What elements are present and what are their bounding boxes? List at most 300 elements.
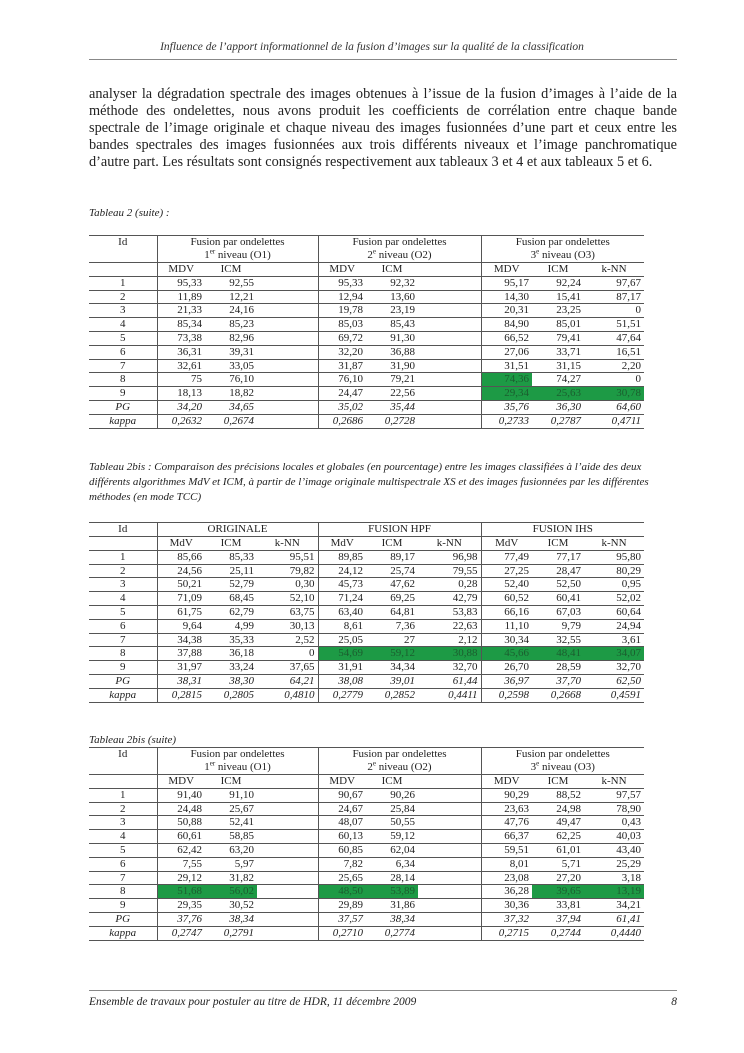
- value-cell: 31,90: [366, 359, 418, 373]
- level-number: 3: [530, 249, 537, 261]
- value-cell: 0,30: [257, 578, 318, 592]
- table-row: [89, 830, 644, 844]
- value-cell: 34,65: [205, 400, 257, 414]
- value-cell: 0,4591: [584, 688, 644, 702]
- row-id-cell: 4: [89, 318, 157, 332]
- value-cell: 95,17: [481, 276, 532, 290]
- value-cell: 31,51: [481, 359, 532, 373]
- value-cell: 52,02: [584, 592, 644, 606]
- table-row: [89, 633, 644, 647]
- value-cell: 0,2632: [157, 414, 205, 428]
- value-cell: 28,47: [532, 564, 584, 578]
- value-cell: 5,71: [532, 857, 584, 871]
- level-label: niveau (O2): [376, 249, 432, 261]
- value-cell: 24,16: [205, 304, 257, 318]
- value-cell: 34,38: [157, 633, 205, 647]
- value-cell: 30,52: [205, 899, 257, 913]
- value-cell: 79,41: [532, 331, 584, 345]
- value-cell: 84,90: [481, 318, 532, 332]
- table-row: [89, 857, 644, 871]
- row-id-cell: 1: [89, 550, 157, 564]
- value-cell: 5,97: [205, 857, 257, 871]
- table-row: [89, 688, 644, 702]
- table-row: [89, 605, 644, 619]
- row-id-cell: 2: [89, 290, 157, 304]
- value-cell: 33,05: [205, 359, 257, 373]
- value-cell: 85,34: [157, 318, 205, 332]
- value-cell: 37,32: [481, 912, 532, 926]
- value-cell: [418, 276, 481, 290]
- value-cell: [257, 359, 318, 373]
- value-cell: 39,31: [205, 345, 257, 359]
- value-cell: 79,55: [418, 564, 481, 578]
- value-cell: 50,55: [366, 816, 418, 830]
- value-cell: 76,10: [205, 373, 257, 387]
- level-label: niveau (O3): [539, 249, 595, 261]
- value-cell: 45,66: [481, 647, 532, 661]
- value-cell: [418, 899, 481, 913]
- value-cell: 66,16: [481, 605, 532, 619]
- value-cell: 18,13: [157, 387, 205, 401]
- value-cell: 36,88: [366, 345, 418, 359]
- table1-body: [89, 276, 644, 428]
- value-cell: 3,61: [584, 633, 644, 647]
- table1-group-header-row: [89, 236, 644, 263]
- value-cell: 24,98: [532, 802, 584, 816]
- value-cell: 0,2815: [157, 688, 205, 702]
- value-cell: 0,28: [418, 578, 481, 592]
- value-cell: [418, 373, 481, 387]
- table1-subheader-row: [89, 263, 644, 277]
- value-cell: 95,80: [584, 550, 644, 564]
- table1-subheader-cell: [257, 263, 318, 277]
- row-id-cell: 5: [89, 331, 157, 345]
- value-cell: [418, 885, 481, 899]
- row-id-cell: 9: [89, 387, 157, 401]
- value-cell: 43,40: [584, 843, 644, 857]
- value-cell: 60,13: [318, 830, 366, 844]
- value-cell: 90,29: [481, 788, 532, 802]
- table3-subheader-cell: ICM: [205, 775, 257, 789]
- row-id-cell: 3: [89, 578, 157, 592]
- value-cell: 15,41: [532, 290, 584, 304]
- value-cell: 64,60: [584, 400, 644, 414]
- table3-body: [89, 788, 644, 940]
- value-cell: 23,63: [481, 802, 532, 816]
- table3: [89, 747, 644, 941]
- value-cell: 89,17: [366, 550, 418, 564]
- value-cell: 31,91: [318, 661, 366, 675]
- value-cell: [418, 816, 481, 830]
- value-cell: 23,19: [366, 304, 418, 318]
- value-cell: [418, 788, 481, 802]
- table-row: [89, 387, 644, 401]
- value-cell: 9,79: [532, 619, 584, 633]
- value-cell: 85,66: [157, 550, 205, 564]
- value-cell: 42,79: [418, 592, 481, 606]
- value-cell: 82,96: [205, 331, 257, 345]
- table-row: [89, 276, 644, 290]
- value-cell: 0: [584, 304, 644, 318]
- value-cell: 40,03: [584, 830, 644, 844]
- value-cell: 91,10: [205, 788, 257, 802]
- value-cell: 68,45: [205, 592, 257, 606]
- value-cell: 78,90: [584, 802, 644, 816]
- row-id-cell: 8: [89, 885, 157, 899]
- table1-subheader-cell: ICM: [532, 263, 584, 277]
- row-id-cell: 2: [89, 802, 157, 816]
- value-cell: 0,2779: [318, 688, 366, 702]
- value-cell: 62,79: [205, 605, 257, 619]
- value-cell: 59,51: [481, 843, 532, 857]
- row-id-cell: 6: [89, 619, 157, 633]
- value-cell: 0,2733: [481, 414, 532, 428]
- value-cell: 0,2747: [157, 926, 205, 940]
- value-cell: 48,50: [318, 885, 366, 899]
- value-cell: 25,65: [318, 871, 366, 885]
- value-cell: 96,98: [418, 550, 481, 564]
- value-cell: 37,57: [318, 912, 366, 926]
- value-cell: 71,09: [157, 592, 205, 606]
- table-row: [89, 843, 644, 857]
- value-cell: 47,64: [584, 331, 644, 345]
- value-cell: 60,41: [532, 592, 584, 606]
- value-cell: 25,74: [366, 564, 418, 578]
- value-cell: [257, 830, 318, 844]
- value-cell: 36,28: [481, 885, 532, 899]
- value-cell: 0,95: [584, 578, 644, 592]
- value-cell: 52,41: [205, 816, 257, 830]
- table2-subheader-cell: k-NN: [418, 537, 481, 551]
- table2: [89, 522, 644, 703]
- value-cell: 22,56: [366, 387, 418, 401]
- value-cell: 11,89: [157, 290, 205, 304]
- value-cell: [418, 359, 481, 373]
- value-cell: 58,85: [205, 830, 257, 844]
- table1-subheader-cell: MDV: [318, 263, 366, 277]
- table-row: [89, 674, 644, 688]
- value-cell: 0,4411: [418, 688, 481, 702]
- group-title: Fusion par ondelettes: [515, 748, 610, 760]
- value-cell: 36,18: [205, 647, 257, 661]
- value-cell: 39,65: [532, 885, 584, 899]
- value-cell: 0,4440: [584, 926, 644, 940]
- value-cell: [418, 318, 481, 332]
- value-cell: 36,31: [157, 345, 205, 359]
- value-cell: [257, 912, 318, 926]
- value-cell: 23,25: [532, 304, 584, 318]
- level-suffix: e: [536, 759, 540, 768]
- value-cell: 0: [584, 373, 644, 387]
- value-cell: 25,05: [318, 633, 366, 647]
- row-id-cell: PG: [89, 674, 157, 688]
- value-cell: 0,4711: [584, 414, 644, 428]
- value-cell: 0,2791: [205, 926, 257, 940]
- table3-id-header: Id: [89, 748, 157, 775]
- value-cell: 79,21: [366, 373, 418, 387]
- value-cell: 0: [257, 647, 318, 661]
- row-id-cell: 3: [89, 304, 157, 318]
- value-cell: [418, 290, 481, 304]
- value-cell: 77,49: [481, 550, 532, 564]
- value-cell: 76,10: [318, 373, 366, 387]
- table2-subheader-cell: k-NN: [257, 537, 318, 551]
- level-suffix: er: [209, 759, 216, 768]
- value-cell: 75: [157, 373, 205, 387]
- table1-subheader-cell: [418, 263, 481, 277]
- value-cell: 45,73: [318, 578, 366, 592]
- row-id-cell: 7: [89, 359, 157, 373]
- value-cell: 47,76: [481, 816, 532, 830]
- value-cell: [257, 871, 318, 885]
- value-cell: 91,40: [157, 788, 205, 802]
- value-cell: 11,10: [481, 619, 532, 633]
- value-cell: 14,30: [481, 290, 532, 304]
- value-cell: 35,33: [205, 633, 257, 647]
- value-cell: 0,43: [584, 816, 644, 830]
- value-cell: 95,51: [257, 550, 318, 564]
- header-divider: [89, 59, 677, 60]
- value-cell: [418, 400, 481, 414]
- table1-subheader-cell: ICM: [366, 263, 418, 277]
- table-row: [89, 318, 644, 332]
- value-cell: 18,82: [205, 387, 257, 401]
- value-cell: [257, 816, 318, 830]
- level-suffix: e: [372, 759, 376, 768]
- value-cell: 7,82: [318, 857, 366, 871]
- value-cell: 47,62: [366, 578, 418, 592]
- value-cell: 19,78: [318, 304, 366, 318]
- value-cell: 62,25: [532, 830, 584, 844]
- table-row: [89, 926, 644, 940]
- value-cell: 90,26: [366, 788, 418, 802]
- row-id-cell: 2: [89, 564, 157, 578]
- level-suffix: er: [209, 247, 216, 256]
- value-cell: 92,24: [532, 276, 584, 290]
- table3-subheader-cell: ICM: [532, 775, 584, 789]
- value-cell: 51,51: [584, 318, 644, 332]
- group-title: Fusion par ondelettes: [515, 236, 610, 248]
- value-cell: 85,01: [532, 318, 584, 332]
- value-cell: [257, 373, 318, 387]
- group-title: Fusion par ondelettes: [190, 236, 285, 248]
- value-cell: 29,89: [318, 899, 366, 913]
- table2-group-originale: ORIGINALE: [157, 523, 318, 537]
- page-number: 8: [671, 996, 677, 1008]
- value-cell: 8,61: [318, 619, 366, 633]
- table3-group-o1: [157, 748, 318, 775]
- value-cell: 31,82: [205, 871, 257, 885]
- value-cell: 56,02: [205, 885, 257, 899]
- row-id-cell: 8: [89, 647, 157, 661]
- value-cell: 62,04: [366, 843, 418, 857]
- value-cell: [418, 802, 481, 816]
- value-cell: 66,37: [481, 830, 532, 844]
- value-cell: 31,86: [366, 899, 418, 913]
- table-row: [89, 400, 644, 414]
- row-id-cell: PG: [89, 400, 157, 414]
- value-cell: [257, 400, 318, 414]
- level-suffix: e: [372, 247, 376, 256]
- value-cell: 7,55: [157, 857, 205, 871]
- body-paragraph: analyser la dégradation spectrale des images obtenues à l’issue de la fusion d’images à l’aide de la méthode des ondelettes, nous avons produit les coefficients de corrélation entre chaque bande spectrale de l’image originale et chaque niveau des images fusionnées d’une part et ceux entre les bandes spectrales des images fusionnées aux trois différents niveaux et l’image panchromatique d’autre part. Les résultats sont consignés respectivement aux tableaux 3 et 4 et aux tableaux 5 et 6.: [89, 86, 677, 170]
- row-id-cell: 5: [89, 843, 157, 857]
- value-cell: 34,21: [584, 899, 644, 913]
- value-cell: 52,10: [257, 592, 318, 606]
- value-cell: [418, 345, 481, 359]
- value-cell: [257, 276, 318, 290]
- value-cell: 61,44: [418, 674, 481, 688]
- table1: [89, 235, 644, 429]
- table2-subheader-cell: MdV: [481, 537, 532, 551]
- value-cell: 0,2674: [205, 414, 257, 428]
- value-cell: 95,33: [157, 276, 205, 290]
- value-cell: 29,34: [481, 387, 532, 401]
- value-cell: 24,67: [318, 802, 366, 816]
- level-label: niveau (O1): [215, 249, 271, 261]
- value-cell: [418, 304, 481, 318]
- value-cell: 35,02: [318, 400, 366, 414]
- level-label: niveau (O2): [376, 761, 432, 773]
- level-label: niveau (O1): [215, 761, 271, 773]
- row-id-cell: PG: [89, 912, 157, 926]
- value-cell: 0,4810: [257, 688, 318, 702]
- value-cell: 38,31: [157, 674, 205, 688]
- value-cell: 36,30: [532, 400, 584, 414]
- table-row: [89, 564, 644, 578]
- value-cell: 0,2668: [532, 688, 584, 702]
- value-cell: 27,20: [532, 871, 584, 885]
- value-cell: 28,59: [532, 661, 584, 675]
- group-title: Fusion par ondelettes: [352, 236, 447, 248]
- value-cell: 0,2744: [532, 926, 584, 940]
- table1-group-o3: [481, 236, 644, 263]
- table-row: [89, 899, 644, 913]
- table1-subheader-id: [89, 263, 157, 277]
- table-row: [89, 345, 644, 359]
- value-cell: 35,76: [481, 400, 532, 414]
- table-row: [89, 885, 644, 899]
- value-cell: 0,2728: [366, 414, 418, 428]
- value-cell: 35,44: [366, 400, 418, 414]
- table-row: [89, 290, 644, 304]
- table-row: [89, 647, 644, 661]
- table-row: [89, 788, 644, 802]
- table1-group-o2: [318, 236, 481, 263]
- value-cell: 85,33: [205, 550, 257, 564]
- value-cell: 0,2774: [366, 926, 418, 940]
- value-cell: 0,2852: [366, 688, 418, 702]
- table3-group-header-row: [89, 748, 644, 775]
- value-cell: [418, 414, 481, 428]
- value-cell: 73,38: [157, 331, 205, 345]
- table-row: [89, 802, 644, 816]
- value-cell: 28,14: [366, 871, 418, 885]
- table1-id-header: Id: [89, 236, 157, 263]
- table-row: [89, 373, 644, 387]
- value-cell: 24,56: [157, 564, 205, 578]
- value-cell: 31,15: [532, 359, 584, 373]
- table2-subheader-cell: MdV: [157, 537, 205, 551]
- table3-subheader-cell: [418, 775, 481, 789]
- value-cell: 59,12: [366, 647, 418, 661]
- level-number: 2: [367, 249, 373, 261]
- table-row: [89, 359, 644, 373]
- value-cell: 34,20: [157, 400, 205, 414]
- value-cell: [257, 318, 318, 332]
- value-cell: 33,81: [532, 899, 584, 913]
- value-cell: 25,11: [205, 564, 257, 578]
- table3-subheader-id: [89, 775, 157, 789]
- value-cell: 0,2686: [318, 414, 366, 428]
- table2-caption: Tableau 2bis : Comparaison des précisions locales et globales (en pourcentage) entre les images classifiées à l’aide des deux différents algorithmes MdV et ICM, à partir de l’image originale multispectrale XS et des images fusionnées par les différentes méthodes (en mode TCC): [89, 461, 649, 503]
- value-cell: 32,20: [318, 345, 366, 359]
- row-id-cell: 4: [89, 830, 157, 844]
- value-cell: 37,65: [257, 661, 318, 675]
- value-cell: 69,72: [318, 331, 366, 345]
- value-cell: 38,08: [318, 674, 366, 688]
- table1-group-o1: [157, 236, 318, 263]
- row-id-cell: kappa: [89, 926, 157, 940]
- value-cell: 53,89: [366, 885, 418, 899]
- value-cell: 3,18: [584, 871, 644, 885]
- value-cell: 95,33: [318, 276, 366, 290]
- running-header: Influence de l’apport informationnel de la fusion d’images sur la qualité de la classification: [160, 41, 584, 53]
- table-row: [89, 912, 644, 926]
- group-title: Fusion par ondelettes: [190, 748, 285, 760]
- row-id-cell: 6: [89, 345, 157, 359]
- value-cell: 23,08: [481, 871, 532, 885]
- value-cell: 30,34: [481, 633, 532, 647]
- value-cell: 34,07: [584, 647, 644, 661]
- value-cell: 60,52: [481, 592, 532, 606]
- value-cell: 2,52: [257, 633, 318, 647]
- table1-subheader-cell: MDV: [481, 263, 532, 277]
- row-id-cell: 4: [89, 592, 157, 606]
- value-cell: 80,29: [584, 564, 644, 578]
- value-cell: 16,51: [584, 345, 644, 359]
- value-cell: 21,33: [157, 304, 205, 318]
- value-cell: 52,79: [205, 578, 257, 592]
- value-cell: [257, 331, 318, 345]
- table3-subheader-cell: ICM: [366, 775, 418, 789]
- table2-subheader-cell: MdV: [318, 537, 366, 551]
- table-row: [89, 816, 644, 830]
- value-cell: 54,69: [318, 647, 366, 661]
- value-cell: [257, 857, 318, 871]
- value-cell: 37,94: [532, 912, 584, 926]
- value-cell: 52,40: [481, 578, 532, 592]
- value-cell: 62,50: [584, 674, 644, 688]
- value-cell: 48,41: [532, 647, 584, 661]
- value-cell: 92,55: [205, 276, 257, 290]
- value-cell: [418, 387, 481, 401]
- value-cell: 90,67: [318, 788, 366, 802]
- table3-subheader-row: [89, 775, 644, 789]
- value-cell: [257, 304, 318, 318]
- value-cell: [257, 788, 318, 802]
- row-id-cell: kappa: [89, 414, 157, 428]
- value-cell: 33,71: [532, 345, 584, 359]
- value-cell: 60,61: [157, 830, 205, 844]
- table3-subheader-cell: [257, 775, 318, 789]
- table2-subheader-cell: ICM: [366, 537, 418, 551]
- value-cell: 13,60: [366, 290, 418, 304]
- value-cell: 52,50: [532, 578, 584, 592]
- level-label: niveau (O3): [539, 761, 595, 773]
- table3-group-o2: [318, 748, 481, 775]
- value-cell: 2,20: [584, 359, 644, 373]
